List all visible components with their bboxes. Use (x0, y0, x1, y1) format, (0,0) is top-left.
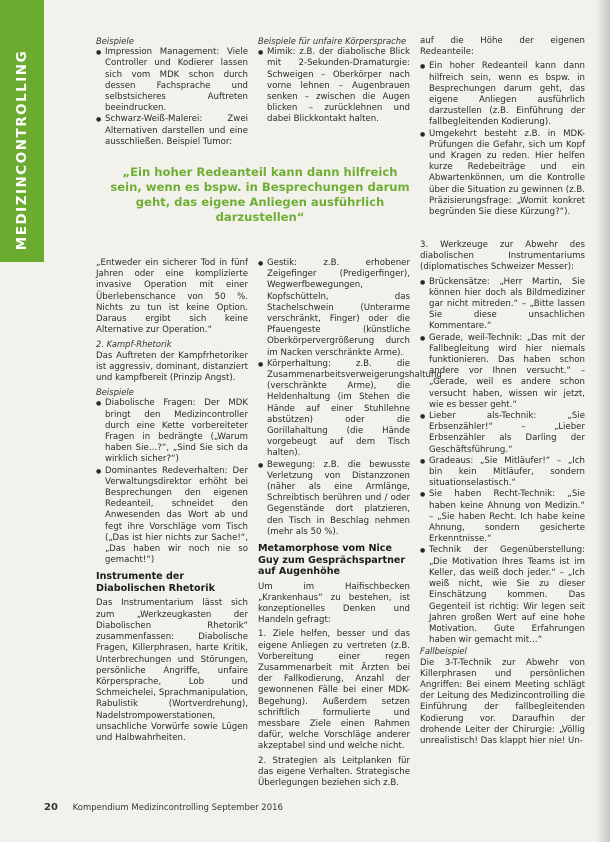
subtitle: Beispiele (96, 36, 134, 46)
list-item: ● Schwarz-Weiß-Malerei: Zwei Alternativen darstellen und eine ausschließen. Beispiel Tumor: (96, 114, 248, 148)
column-2-bottom (258, 258, 442, 792)
list-item: ● Brückensätze: „Herr Martin, Sie können hier doch als Bildmediziner gar nicht mitreden.“ – „Bitte lassen Sie diese unsachlichen Kommentare.“ (420, 277, 585, 333)
subtitle: Beispiele für unfaire Körpersprache (258, 36, 407, 46)
subtitle: 2. Kampf-Rhetorik (96, 339, 172, 350)
list-item: ● Diabolische Fragen: Der MDK bringt den Medizincontroller durch eine Kette vorbereiteter Fragen in bedrängte („Warum haben Sie…?“, „Sind Sie sich da wirklich sicher?“) (96, 398, 248, 465)
paragraph: 3. Werkzeuge zur Abwehr des diabolischen Instrumentariums (diplomatisches Schweizer Messer): (420, 240, 585, 273)
list-item: ● Bewegung: z.B. die bewusste Verletzung von Distanzzonen (näher als eine Armlänge, Schreibtisch berühren und / oder Gegenstände dort platzieren, den Tisch in Beschlag nehmen (mehr als 50 %). (258, 460, 410, 538)
list-item: ● Körperhaltung: z.B. die Zusammenarbeitsverweigerungshaltung (verschränkte Arme), die Heldenhaltung (im Stehen die Hände auf einer Stuhllehne abstützen) oder die Gorillahaltung (die Hände vorgebeugt auf dem Tisch halten). (258, 359, 410, 460)
paragraph: Die 3-T-Technik zur Abwehr von Killerphrasen und persönlichen Angriffen: Bei einem Meeting schlägt der Leitung des Medizincontrolling die Einführung der fallbegleitenden Kodierung vor. Daraufhin der drohende Leiter der Chirurgie: „Völlig unrealistisch! Das klappt hier nie! Un- (420, 657, 585, 746)
list-item: ● Ein hoher Redeanteil kann dann hilfreich sein, wenn es bspw. in Besprechungen darum geht, das eigene Anliegen ausführlich darzustellen (z.B. Einführung der fallbegleitenden Kodierung). (420, 61, 585, 128)
list-item: ● Sie haben Recht-Technik: „Sie haben keine Ahnung von Medizin.“ – „Sie haben Recht. Ich habe keine Ahnung, sondern gesicherte Erkenntnisse.“ (420, 489, 585, 545)
section-heading: Metamorphose vom Nice Guy zum Gesprächspartner auf Augenhöhe (258, 543, 406, 578)
bullet-list (258, 258, 442, 538)
list-item: ● Lieber als-Technik: „Sie Erbsenzähler!“ – „Lieber Erbsenzähler als Darling der Geschäftsführung.“ (420, 411, 585, 456)
column-3-top (420, 36, 585, 218)
bullet-list (420, 61, 585, 218)
list-item: ● Impression Management: Viele Controller und Kodierer lassen sich vom MDK schon durch dessen Fachsprache und selbstsicheres Auftreten beeindrucken. (96, 47, 248, 114)
list-item: ● Gestik: z.B. erhobener Zeigefinger (Predigerfinger), Wegwerfbewegungen, Kopfschütteln, das Stachelschwein (Unterarme verschränkt, Finger) oder die Pfauengeste (künstliche Oberkörpervergrößerung durch im Nacken verschränkte Arme). (258, 258, 410, 359)
paragraph: Um im Haifischbecken „Krankenhaus“ zu bestehen, ist konzeptionelles Denken und Handeln gefragt: (258, 581, 410, 626)
list-item: ● Dominantes Redeverhalten: Der Verwaltungsdirektor erhöht bei Besprechungen den eigenen Redeanteil, schneidet den Anwesenden das Wort ab und fegt ihre Vorschläge vom Tisch („Das ist hier nichts zur Sache!“, „Das haben wir noch nie so gemacht!“) (96, 466, 248, 567)
column-1-bottom (96, 258, 248, 747)
pull-quote: „Ein hoher Redeanteil kann dann hilfreich sein, wenn es bspw. in Besprechungen darum geht, das eigene Anliegen ausführlich darzustellen“ (110, 165, 410, 224)
bullet-list (96, 47, 248, 148)
list-item: ● Gradeaus: „Sie Mitläufer!“ – „Ich bin kein Mitläufer, sondern situationselastisch.“ (420, 456, 585, 490)
column-3-bottom (420, 240, 585, 750)
paragraph: Das Instrumentarium lässt sich zum „Werkzeugkasten der Diabolischen Rhetorik“ zusammenfassen: Diabolische Fragen, Killerphrasen, harte Kritik, Unterbrechungen und Störungen, persönliche Angriffe, unfaire Körpersprache, Lob und Schmeichelei, Sprachmanipulation, Rabulistik (Wortverdrehung), Nadelstrompowerstationen, unsachliche Vorwürfe sowie Lügen und Halbwahrheiten. (96, 598, 248, 743)
publication-name: Kompendium Medizincontrolling September 2016 (72, 803, 283, 813)
bullet-list (96, 398, 248, 566)
paragraph: Das Auftreten der Kampfrhetoriker ist aggressiv, dominant, distanziert und kampfbereit (Prinzip Angst). (96, 350, 248, 384)
column-1-top (96, 36, 248, 148)
bullet-list (420, 277, 585, 647)
section-heading: Instrumente der Diabolischen Rhetorik (96, 571, 215, 594)
paragraph: 2. Strategien als Leitplanken für das eigene Verhalten. Strategische Überlegungen beziehen sich z.B. (258, 755, 410, 789)
list-item: ● Technik der Gegenüberstellung: „Die Motivation Ihres Teams ist im Keller, das weiß doch jeder.“ – „Ich weiß nicht, wie Sie zu dieser Einschätzung kommen. Das Gegenteil ist richtig: Wir legen seit Jahren großen Wert auf eine hohe Motivation. Gute Erfahrungen haben wir gemacht mit…“ (420, 545, 585, 646)
subtitle: Fallbeispiel (420, 646, 467, 657)
paragraph: auf die Höhe der eigenen Redeanteile: (420, 36, 585, 58)
subtitle: Beispiele (96, 387, 134, 398)
list-item: ● Gerade, weil-Technik: „Das mit der Fallbegleitung wird hier niemals funktionieren. Das haben schon andere vor Ihnen versucht.“ – „Gerade, weil es andere schon versucht haben, wissen wir jetzt, wie es besser geht.“ (420, 333, 585, 411)
list-item: ● Umgekehrt besteht z.B. in MDK-Prüfungen die Gefahr, sich um Kopf und Kragen zu reden. Hier helfen kurze Redebeiträge und ein Abwartenkönnen, um die Kontrolle über die Situation zu gewinnen (z.B. Präzisierungsfrage: „Womit konkret begründen Sie diese Kürzung?“). (420, 129, 585, 219)
column-2-top (258, 36, 410, 126)
bullet-list (258, 47, 410, 125)
section-label: MEDIZINCONTROLLING (14, 49, 30, 251)
list-item: ● Mimik: z.B. der diabolische Blick mit 2-Sekunden-Dramaturgie: Schweigen – Oberkörper nach vorne lehnen – Augenbrauen senken – zwischen die Augen blicken – zurücklehnen und dabei Blickkontakt halten. (258, 47, 410, 125)
section-sidebar (0, 0, 44, 262)
paragraph: „Entweder ein sicherer Tod in fünf Jahren oder eine komplizierte invasive Operation mit einer Überlebenschance von 50 %. Nichts zu tun ist keine Option. Daraus ergibt sich keine Alternative zur Operation.“ (96, 258, 248, 336)
page-number: 20 (44, 802, 58, 813)
page-footer (44, 802, 283, 813)
paragraph: 1. Ziele helfen, besser und das eigene Anliegen zu vertreten (z.B. Vorbereitung einer regen Zusammenarbeit mit Ärzten bei der Fallkodierung, Anzahl der gewonnenen Fälle bei einer MDK-Begehung). Außerdem setzen schriftlich formulierte und messbare Ziele einen Rahmen dafür, welche Vorschläge anderer akzeptabel sind und welche nicht. (258, 629, 410, 752)
